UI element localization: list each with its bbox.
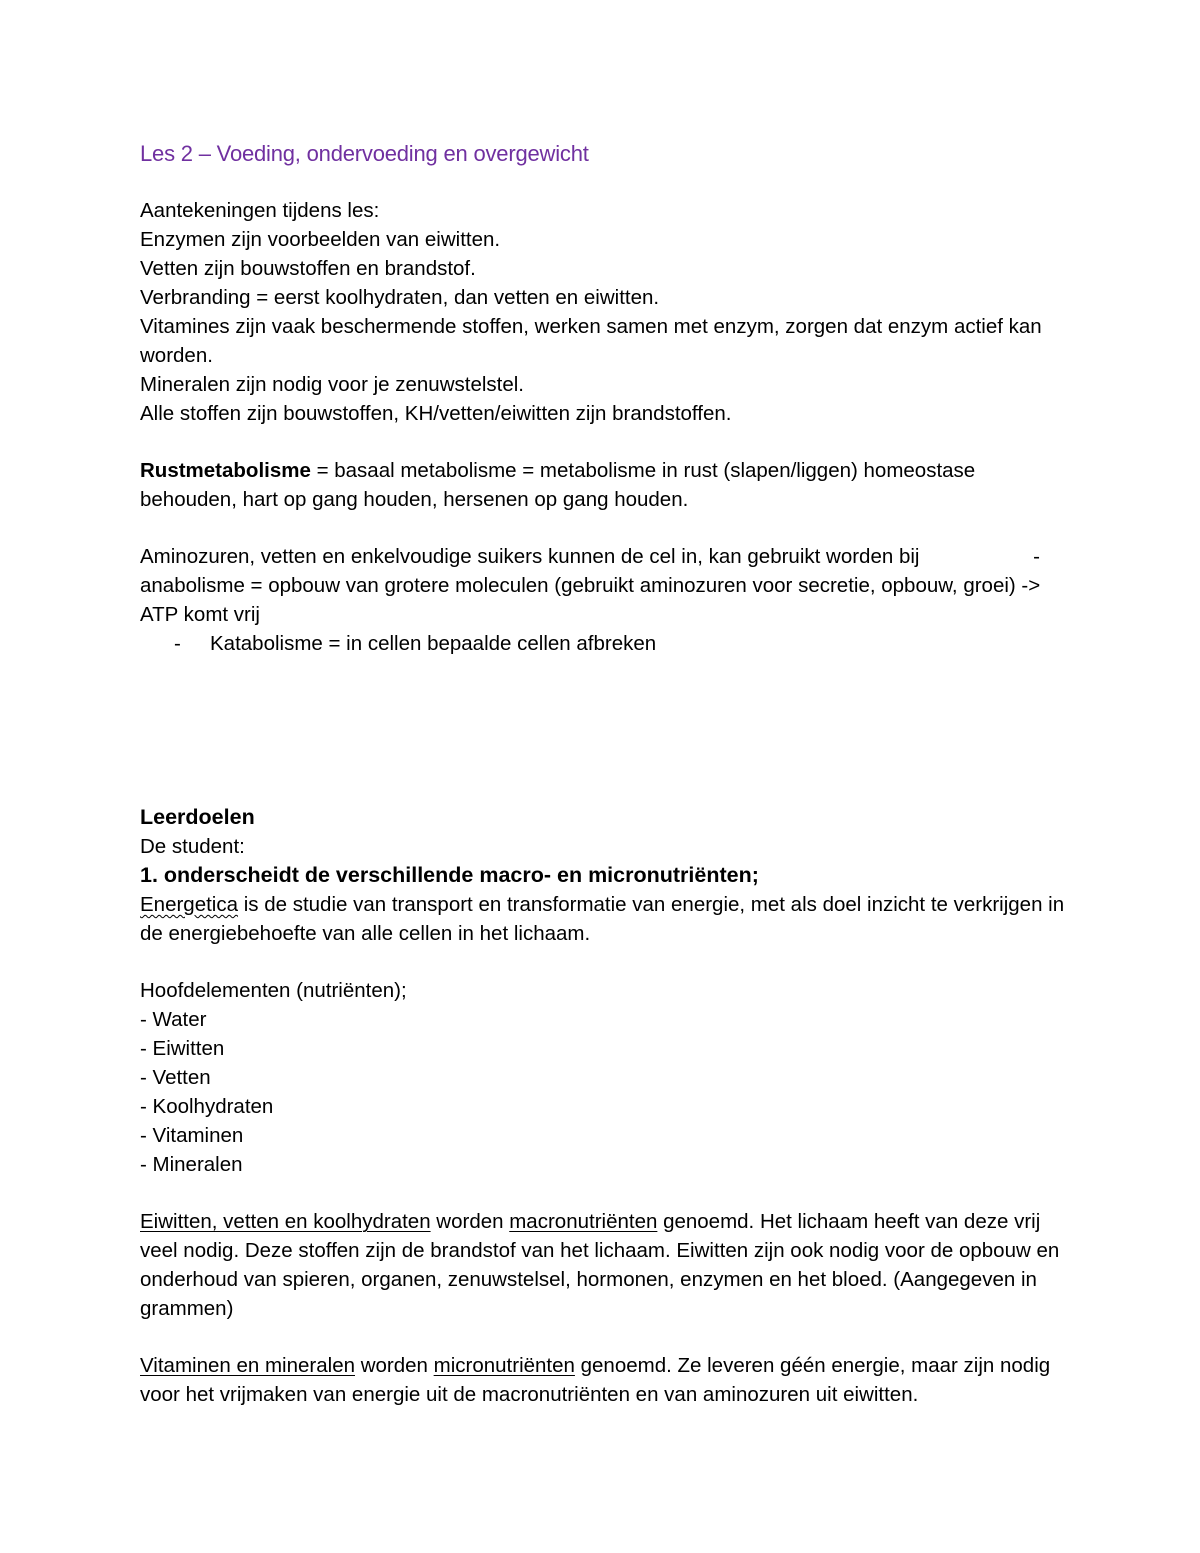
list-item: - Vitaminen [140, 1124, 244, 1147]
hoofdelementen-section [140, 976, 1070, 1179]
micronutrienten-section [140, 1351, 1070, 1409]
macro-term: Eiwitten, vetten en koolhydraten [140, 1210, 431, 1233]
micro-connector: worden [355, 1354, 434, 1377]
rustmetabolisme-term: Rustmetabolisme [140, 459, 311, 482]
list-item: - Vetten [140, 1066, 211, 1089]
rustmetabolisme-text: = basaal metabolisme = metabolisme in rust (slapen/liggen) homeostase behouden, hart op gang houden, hersenen op gang houden. [140, 459, 976, 511]
energetica-term: Energetica [140, 893, 239, 916]
notes-header: Aantekeningen tijdens les: [140, 199, 380, 222]
macronutrienten-section [140, 1207, 1070, 1323]
document-page [140, 138, 1070, 1409]
list-item: - Water [140, 1008, 207, 1031]
goal-heading: 1. onderscheidt de verschillende macro- en micronutriënten; [140, 863, 759, 887]
notes-section [140, 196, 1070, 428]
notes-line: Mineralen zijn nodig voor je zenuwstelstel. [140, 373, 525, 396]
macro-connector: worden [430, 1210, 510, 1233]
micronutrienten-paragraph [140, 1351, 1070, 1409]
katabolisme-text: Katabolisme = in cellen bepaalde cellen afbreken [210, 632, 657, 655]
energetica-text: is de studie van transport en transformatie van energie, met als doel inzicht te verkrijgen in de energiebehoefte van alle cellen in het lichaam. [140, 893, 1065, 945]
micro-term: Vitaminen en mineralen [140, 1354, 355, 1377]
notes-line: Alle stoffen zijn bouwstoffen, KH/vetten/eiwitten zijn brandstoffen. [140, 402, 732, 425]
notes-line: Enzymen zijn voorbeelden van eiwitten. [140, 228, 501, 251]
micro-text: genoemd. Ze leveren géén energie, maar zijn nodig voor het vrijmaken van energie uit de macronutriënten en van aminozuren uit eiwitten. [140, 1354, 1051, 1406]
notes-line: Vitamines zijn vaak beschermende stoffen, werken samen met enzym, zorgen dat enzym actief kan worden. [140, 315, 1042, 367]
energetica-paragraph [140, 890, 1070, 948]
rustmetabolisme-paragraph [140, 456, 1070, 514]
aminozuren-section [140, 542, 1070, 658]
micro-term2: micronutriënten [433, 1354, 575, 1377]
spacer [140, 658, 1070, 803]
list-item: - Mineralen [140, 1153, 243, 1176]
page-title: Les 2 – Voeding, ondervoeding en overgewicht [140, 141, 589, 166]
hoofdelementen-header: Hoofdelementen (nutriënten); [140, 979, 407, 1002]
notes-line: Vetten zijn bouwstoffen en brandstof. [140, 257, 476, 280]
macronutrienten-paragraph [140, 1207, 1070, 1323]
macro-text: genoemd. Het lichaam heeft van deze vrij veel nodig. Deze stoffen zijn de brandstof van het lichaam. Eiwitten zijn ook nodig voor de opbouw en onderhoud van spieren, organen, zenuwstelsel, hormonen, enzymen en het bloed. (Aangegeven in grammen) [140, 1210, 1060, 1320]
list-dash: - [174, 632, 181, 655]
aminozuren-text: Aminozuren, vetten en enkelvoudige suikers kunnen de cel in, kan gebruikt worden bij [140, 545, 920, 568]
list-dash: - [1033, 545, 1040, 568]
list-item: - Koolhydraten [140, 1095, 274, 1118]
student-label: De student: [140, 835, 245, 858]
rustmetabolisme-section [140, 456, 1070, 514]
anabolisme-line: anabolisme = opbouw van grotere moleculen (gebruikt aminozuren voor secretie, opbouw, groei) -> ATP komt vrij [140, 574, 1041, 626]
aminozuren-line [140, 542, 1070, 571]
notes-line: Verbranding = eerst koolhydraten, dan vetten en eiwitten. [140, 286, 660, 309]
macro-term2: macronutriënten [509, 1210, 658, 1233]
leerdoelen-heading: Leerdoelen [140, 805, 255, 829]
leerdoelen-section [140, 803, 1070, 948]
list-item: - Eiwitten [140, 1037, 225, 1060]
list-item [140, 629, 1070, 658]
